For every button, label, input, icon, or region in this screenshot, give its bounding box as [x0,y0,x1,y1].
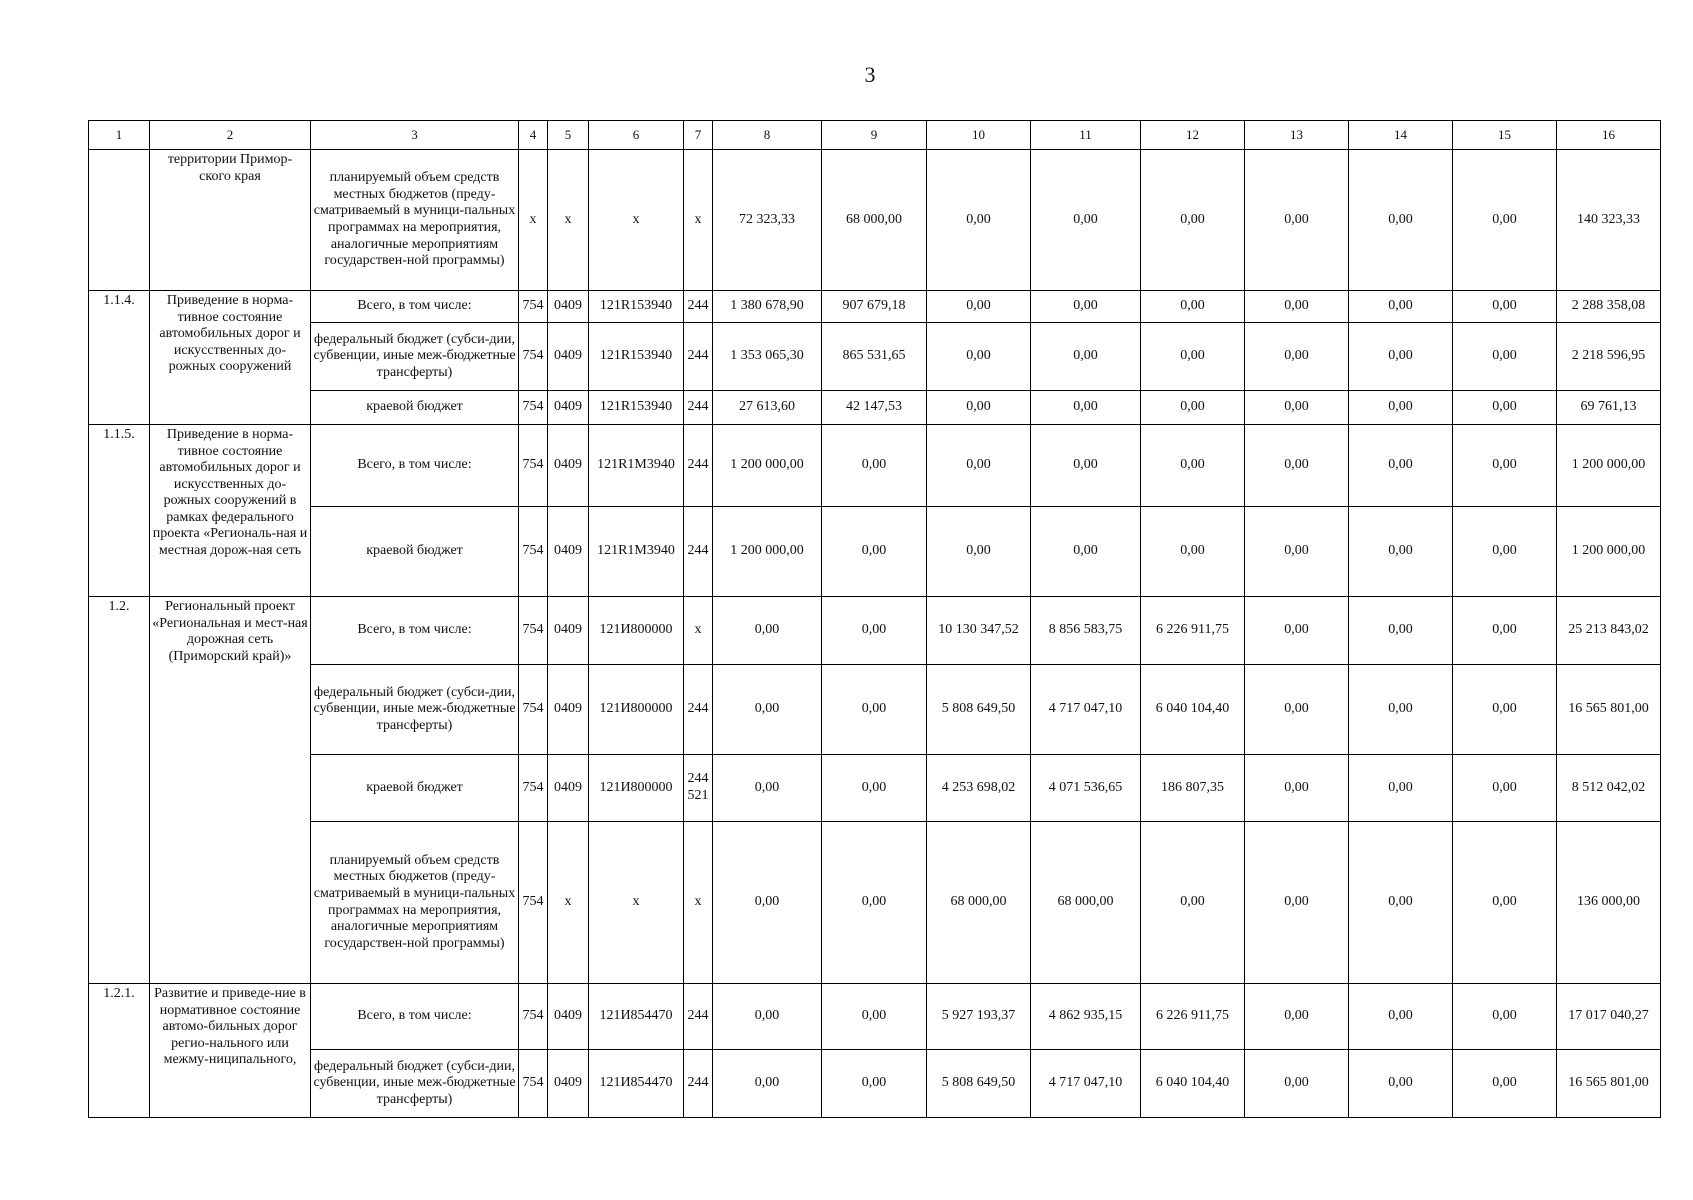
code-col6: 121И854470 [589,984,684,1050]
code-col6: 121И800000 [589,597,684,665]
code-col5: 0409 [548,507,589,597]
amount-cell: 27 613,60 [713,391,822,425]
item-name: Приведение в норма-тивное состояние автомобильных дорог и искусственных до-рожных сооружений в рамках федерального проекта «Региональ-ная и местная дорож-ная сеть [150,425,311,597]
column-number-header: 7 [684,121,713,150]
code-col5: 0409 [548,425,589,507]
column-number-header: 1 [89,121,150,150]
amount-cell: 4 717 047,10 [1031,665,1141,755]
amount-cell: 0,00 [822,755,927,822]
table-row [89,597,1661,665]
amount-cell: 0,00 [1453,323,1557,391]
amount-cell: 0,00 [822,597,927,665]
amount-cell: 0,00 [1349,822,1453,984]
code-col4: 754 [519,597,548,665]
code-col6: 121R153940 [589,323,684,391]
table-row [89,1050,1661,1118]
amount-cell: 0,00 [822,1050,927,1118]
column-number-header: 16 [1557,121,1661,150]
funding-source: Всего, в том числе: [311,984,519,1050]
column-number-header: 9 [822,121,927,150]
code-col6: 121И800000 [589,665,684,755]
amount-cell: 136 000,00 [1557,822,1661,984]
item-number [89,150,150,291]
amount-cell: 16 565 801,00 [1557,1050,1661,1118]
amount-cell: 2 218 596,95 [1557,323,1661,391]
column-number-header: 3 [311,121,519,150]
amount-cell: 25 213 843,02 [1557,597,1661,665]
code-col4: 754 [519,323,548,391]
code-col5: 0409 [548,755,589,822]
amount-cell: 0,00 [1349,150,1453,291]
column-number-header: 13 [1245,121,1349,150]
code-col7: 244 [684,507,713,597]
code-col4: 754 [519,984,548,1050]
amount-cell: 0,00 [1031,507,1141,597]
code-col4: 754 [519,1050,548,1118]
amount-cell: 0,00 [713,597,822,665]
amount-cell: 0,00 [1349,291,1453,323]
amount-cell: 0,00 [1031,291,1141,323]
amount-cell: 69 761,13 [1557,391,1661,425]
item-name: Развитие и приведе-ние в нормативное состояние автомо-бильных дорог регио-нального или межму-ниципального, [150,984,311,1118]
amount-cell: 0,00 [1245,597,1349,665]
amount-cell: 0,00 [822,507,927,597]
amount-cell: 0,00 [1453,665,1557,755]
amount-cell: 0,00 [1141,150,1245,291]
column-number-header: 11 [1031,121,1141,150]
code-col6: 121R153940 [589,291,684,323]
amount-cell: 0,00 [1031,391,1141,425]
item-number: 1.2. [89,597,150,984]
amount-cell: 0,00 [1453,1050,1557,1118]
code-col6: 121R153940 [589,391,684,425]
amount-cell: 0,00 [713,755,822,822]
code-col7: x [684,822,713,984]
amount-cell: 68 000,00 [822,150,927,291]
code-col7: x [684,150,713,291]
funding-source: федеральный бюджет (субси-дии, субвенции, иные меж-бюджетные трансферты) [311,1050,519,1118]
amount-cell: 0,00 [1141,391,1245,425]
table-row [89,425,1661,507]
amount-cell: 0,00 [1245,391,1349,425]
code-col6: x [589,822,684,984]
amount-cell: 0,00 [1141,507,1245,597]
amount-cell: 0,00 [713,822,822,984]
amount-cell: 0,00 [713,1050,822,1118]
column-number-header: 10 [927,121,1031,150]
table-row [89,391,1661,425]
amount-cell: 0,00 [822,984,927,1050]
header-row [89,121,1661,150]
column-number-header: 6 [589,121,684,150]
amount-cell: 0,00 [1453,984,1557,1050]
amount-cell: 1 200 000,00 [1557,507,1661,597]
amount-cell: 0,00 [1031,150,1141,291]
code-col5: 0409 [548,597,589,665]
code-col7: 244 [684,323,713,391]
amount-cell: 0,00 [1245,755,1349,822]
amount-cell: 6 226 911,75 [1141,597,1245,665]
amount-cell: 72 323,33 [713,150,822,291]
amount-cell: 0,00 [1349,507,1453,597]
amount-cell: 865 531,65 [822,323,927,391]
amount-cell: 1 353 065,30 [713,323,822,391]
funding-source: федеральный бюджет (субси-дии, субвенции, иные меж-бюджетные трансферты) [311,665,519,755]
code-col5: 0409 [548,665,589,755]
amount-cell: 0,00 [1349,323,1453,391]
table-row [89,984,1661,1050]
amount-cell: 0,00 [1349,984,1453,1050]
amount-cell: 10 130 347,52 [927,597,1031,665]
code-col5: x [548,150,589,291]
amount-cell: 0,00 [1245,665,1349,755]
amount-cell: 2 288 358,08 [1557,291,1661,323]
funding-source: федеральный бюджет (субси-дии, субвенции, иные меж-бюджетные трансферты) [311,323,519,391]
amount-cell: 0,00 [1031,323,1141,391]
table-row [89,507,1661,597]
amount-cell: 4 071 536,65 [1031,755,1141,822]
code-col6: 121R1M3940 [589,425,684,507]
code-col7: 244 [684,1050,713,1118]
table-row [89,822,1661,984]
code-col5: 0409 [548,291,589,323]
code-col5: 0409 [548,323,589,391]
amount-cell: 0,00 [1453,755,1557,822]
amount-cell: 0,00 [927,507,1031,597]
funding-source: Всего, в том числе: [311,425,519,507]
amount-cell: 0,00 [1245,984,1349,1050]
amount-cell: 0,00 [1349,597,1453,665]
amount-cell: 0,00 [1349,755,1453,822]
item-name: территории Примор-ского края [150,150,311,291]
table-row [89,665,1661,755]
amount-cell: 186 807,35 [1141,755,1245,822]
table-row [89,150,1661,291]
code-col4: 754 [519,507,548,597]
code-col4: 754 [519,291,548,323]
amount-cell: 0,00 [1141,822,1245,984]
code-col7: 244 [684,665,713,755]
code-col5: x [548,822,589,984]
amount-cell: 68 000,00 [1031,822,1141,984]
code-col4: 754 [519,665,548,755]
amount-cell: 1 200 000,00 [713,507,822,597]
table-row [89,291,1661,323]
column-number-header: 2 [150,121,311,150]
column-number-header: 8 [713,121,822,150]
code-col7: 244 [684,425,713,507]
amount-cell: 0,00 [1453,291,1557,323]
amount-cell: 0,00 [1141,291,1245,323]
amount-cell: 0,00 [1453,597,1557,665]
code-col5: 0409 [548,391,589,425]
funding-source: краевой бюджет [311,755,519,822]
code-col7: 244 521 [684,755,713,822]
code-col4: 754 [519,391,548,425]
amount-cell: 0,00 [1453,150,1557,291]
amount-cell: 0,00 [1245,425,1349,507]
funding-source: краевой бюджет [311,391,519,425]
amount-cell: 0,00 [1245,507,1349,597]
item-name: Региональный проект «Региональная и мест-ная дорожная сеть (Приморский край)» [150,597,311,984]
column-number-header: 5 [548,121,589,150]
item-number: 1.1.5. [89,425,150,597]
item-number: 1.1.4. [89,291,150,425]
funding-source: планируемый объем средств местных бюджетов (преду-сматриваемый в муници-пальных программах на мероприятия, аналогичные мероприятиям государствен-ной программы) [311,150,519,291]
amount-cell: 8 512 042,02 [1557,755,1661,822]
amount-cell: 0,00 [713,665,822,755]
amount-cell: 0,00 [1141,425,1245,507]
code-col4: 754 [519,822,548,984]
amount-cell: 907 679,18 [822,291,927,323]
amount-cell: 0,00 [1349,1050,1453,1118]
column-number-header: 15 [1453,121,1557,150]
table-row [89,323,1661,391]
amount-cell: 6 040 104,40 [1141,1050,1245,1118]
amount-cell: 140 323,33 [1557,150,1661,291]
code-col6: 121R1M3940 [589,507,684,597]
column-number-header: 12 [1141,121,1245,150]
column-number-header: 14 [1349,121,1453,150]
funding-source: краевой бюджет [311,507,519,597]
amount-cell: 0,00 [1453,822,1557,984]
amount-cell: 0,00 [927,150,1031,291]
code-col7: 244 [684,291,713,323]
amount-cell: 5 808 649,50 [927,1050,1031,1118]
amount-cell: 0,00 [1245,323,1349,391]
amount-cell: 5 808 649,50 [927,665,1031,755]
amount-cell: 0,00 [927,291,1031,323]
amount-cell: 0,00 [927,425,1031,507]
table-row [89,755,1661,822]
amount-cell: 4 253 698,02 [927,755,1031,822]
code-col7: x [684,597,713,665]
item-number: 1.2.1. [89,984,150,1118]
funding-source: планируемый объем средств местных бюджетов (преду-сматриваемый в муници-пальных программах на мероприятия, аналогичные мероприятиям государствен-ной программы) [311,822,519,984]
amount-cell: 0,00 [927,323,1031,391]
code-col6: x [589,150,684,291]
code-col4: x [519,150,548,291]
amount-cell: 0,00 [1245,822,1349,984]
amount-cell: 17 017 040,27 [1557,984,1661,1050]
page-number: 3 [864,62,876,87]
amount-cell: 5 927 193,37 [927,984,1031,1050]
code-col5: 0409 [548,1050,589,1118]
code-col5: 0409 [548,984,589,1050]
amount-cell: 0,00 [822,822,927,984]
amount-cell: 0,00 [822,665,927,755]
amount-cell: 0,00 [822,425,927,507]
amount-cell: 0,00 [1141,323,1245,391]
column-number-header: 4 [519,121,548,150]
code-col4: 754 [519,425,548,507]
amount-cell: 4 862 935,15 [1031,984,1141,1050]
amount-cell: 16 565 801,00 [1557,665,1661,755]
funding-source: Всего, в том числе: [311,597,519,665]
code-col7: 244 [684,391,713,425]
amount-cell: 0,00 [1349,391,1453,425]
amount-cell: 0,00 [1453,507,1557,597]
item-name: Приведение в норма-тивное состояние автомобильных дорог и искусственных до-рожных сооружений [150,291,311,425]
amount-cell: 1 200 000,00 [1557,425,1661,507]
amount-cell: 42 147,53 [822,391,927,425]
amount-cell: 68 000,00 [927,822,1031,984]
amount-cell: 0,00 [713,984,822,1050]
budget-table [88,120,1661,1118]
amount-cell: 1 200 000,00 [713,425,822,507]
amount-cell: 0,00 [1349,425,1453,507]
amount-cell: 4 717 047,10 [1031,1050,1141,1118]
amount-cell: 0,00 [1245,150,1349,291]
amount-cell: 1 380 678,90 [713,291,822,323]
amount-cell: 0,00 [1245,1050,1349,1118]
amount-cell: 0,00 [1349,665,1453,755]
amount-cell: 8 856 583,75 [1031,597,1141,665]
amount-cell: 0,00 [927,391,1031,425]
amount-cell: 0,00 [1453,425,1557,507]
amount-cell: 0,00 [1453,391,1557,425]
amount-cell: 0,00 [1031,425,1141,507]
code-col4: 754 [519,755,548,822]
amount-cell: 6 226 911,75 [1141,984,1245,1050]
amount-cell: 0,00 [1245,291,1349,323]
code-col6: 121И854470 [589,1050,684,1118]
code-col6: 121И800000 [589,755,684,822]
code-col7: 244 [684,984,713,1050]
funding-source: Всего, в том числе: [311,291,519,323]
amount-cell: 6 040 104,40 [1141,665,1245,755]
